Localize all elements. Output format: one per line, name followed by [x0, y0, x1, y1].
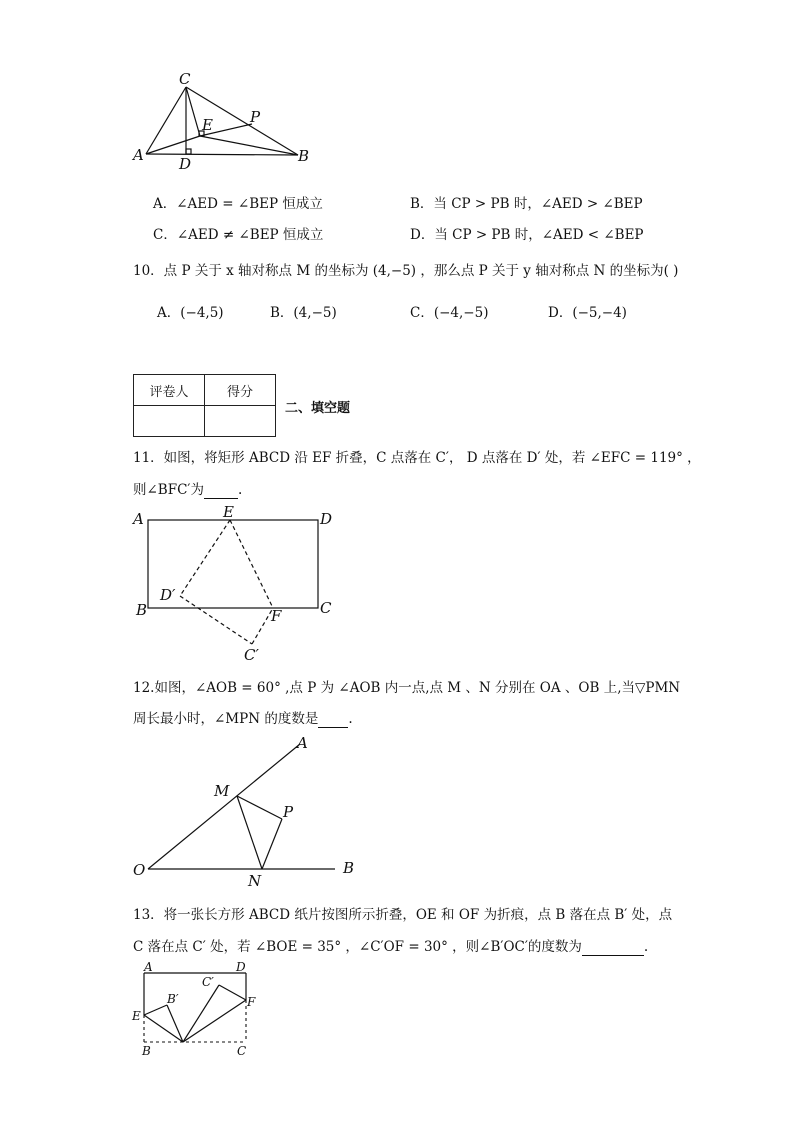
label-B: B — [136, 601, 148, 619]
section-title: 二、填空题 — [285, 401, 351, 416]
label-M: M — [214, 782, 230, 800]
label-P: P — [250, 108, 261, 126]
q9-option-a: A．∠AED = ∠BEP 恒成立 — [153, 196, 323, 212]
q10-option-a: A．(−4,5) — [157, 305, 224, 321]
q13-end: . — [643, 939, 649, 955]
q12-answer-blank[interactable] — [318, 711, 348, 728]
reviewer-cell[interactable] — [134, 406, 205, 437]
q9-option-b: B．当 CP > PB 时，∠AED > ∠BEP — [410, 196, 643, 212]
label-N: N — [248, 872, 262, 890]
label-F: F — [271, 607, 282, 625]
q12-end: . — [348, 711, 353, 727]
label-E: E — [132, 1009, 141, 1023]
label-F: F — [247, 995, 256, 1009]
q10-option-c: C．(−4,−5) — [410, 305, 489, 321]
q13-answer-blank[interactable] — [582, 939, 644, 956]
label-D: D — [320, 510, 333, 528]
figure-q9 — [130, 68, 320, 173]
q10-option-d: D．(−5,−4) — [548, 305, 627, 321]
q10-stem: 10．点 P 关于 x 轴对称点 M 的坐标为 (4,−5) ，那么点 P 关于 y 轴对称点 N 的坐标为( ) — [133, 263, 679, 279]
label-A: A — [133, 510, 144, 528]
figure-q12 — [130, 730, 370, 890]
score-cell[interactable] — [205, 406, 276, 437]
q12-line2-text: 周长最小时，∠MPN 的度数是 — [133, 711, 319, 727]
reviewer-header: 评卷人 — [134, 375, 205, 406]
label-E: E — [223, 503, 234, 521]
q13-line2-text: C 落在点 C′ 处，若 ∠BOE = 35° ，∠C′OF = 30° ，则∠B′OC′的度数为 — [133, 939, 582, 955]
figure-q13 — [130, 958, 270, 1063]
label-B: B — [298, 147, 310, 165]
label-A: A — [133, 146, 144, 164]
label-C: C — [237, 1044, 247, 1058]
q11-end: . — [238, 482, 243, 498]
q12-line2 — [133, 707, 353, 728]
label-C-prime: C′ — [244, 646, 259, 663]
q12-line1: 12.如图，∠AOB = 60° ,点 P 为 ∠AOB 内一点,点 M 、N 分别在 OA 、OB 上,当▽PMN — [133, 680, 681, 696]
q11-answer-blank[interactable] — [204, 482, 238, 499]
label-P: P — [283, 803, 294, 821]
q9-option-c: C．∠AED ≠ ∠BEP 恒成立 — [153, 227, 324, 243]
figure-q11 — [130, 503, 340, 663]
q11-line2-text: 则∠BFC′为 — [133, 482, 204, 498]
label-A: A — [144, 960, 153, 974]
label-B-prime: B′ — [167, 992, 179, 1006]
label-D: D — [179, 155, 192, 173]
label-B: B — [343, 859, 355, 877]
label-C: C — [179, 70, 191, 88]
q13-line1: 13．将一张长方形 ABCD 纸片按图所示折叠，OE 和 OF 为折痕，点 B 落在点 B′ 处，点 — [133, 907, 673, 923]
score-header: 得分 — [205, 375, 276, 406]
q11-line1: 11．如图，将矩形 ABCD 沿 EF 折叠，C 点落在 C′， D 点落在 D′ 处，若 ∠EFC = 119° ， — [133, 450, 701, 466]
q10-option-b: B．(4,−5) — [270, 305, 337, 321]
label-O: O — [133, 861, 146, 879]
score-table — [133, 374, 276, 437]
label-C: C — [320, 599, 332, 617]
label-B: B — [142, 1044, 151, 1058]
label-D: D — [236, 960, 246, 974]
q9-option-d: D．当 CP > PB 时，∠AED < ∠BEP — [410, 227, 644, 243]
q13-line2 — [133, 935, 648, 956]
label-E: E — [202, 116, 213, 134]
label-D-prime: D′ — [160, 586, 176, 604]
label-C-prime: C′ — [202, 975, 214, 989]
q11-line2 — [133, 478, 242, 499]
label-A: A — [297, 734, 308, 752]
